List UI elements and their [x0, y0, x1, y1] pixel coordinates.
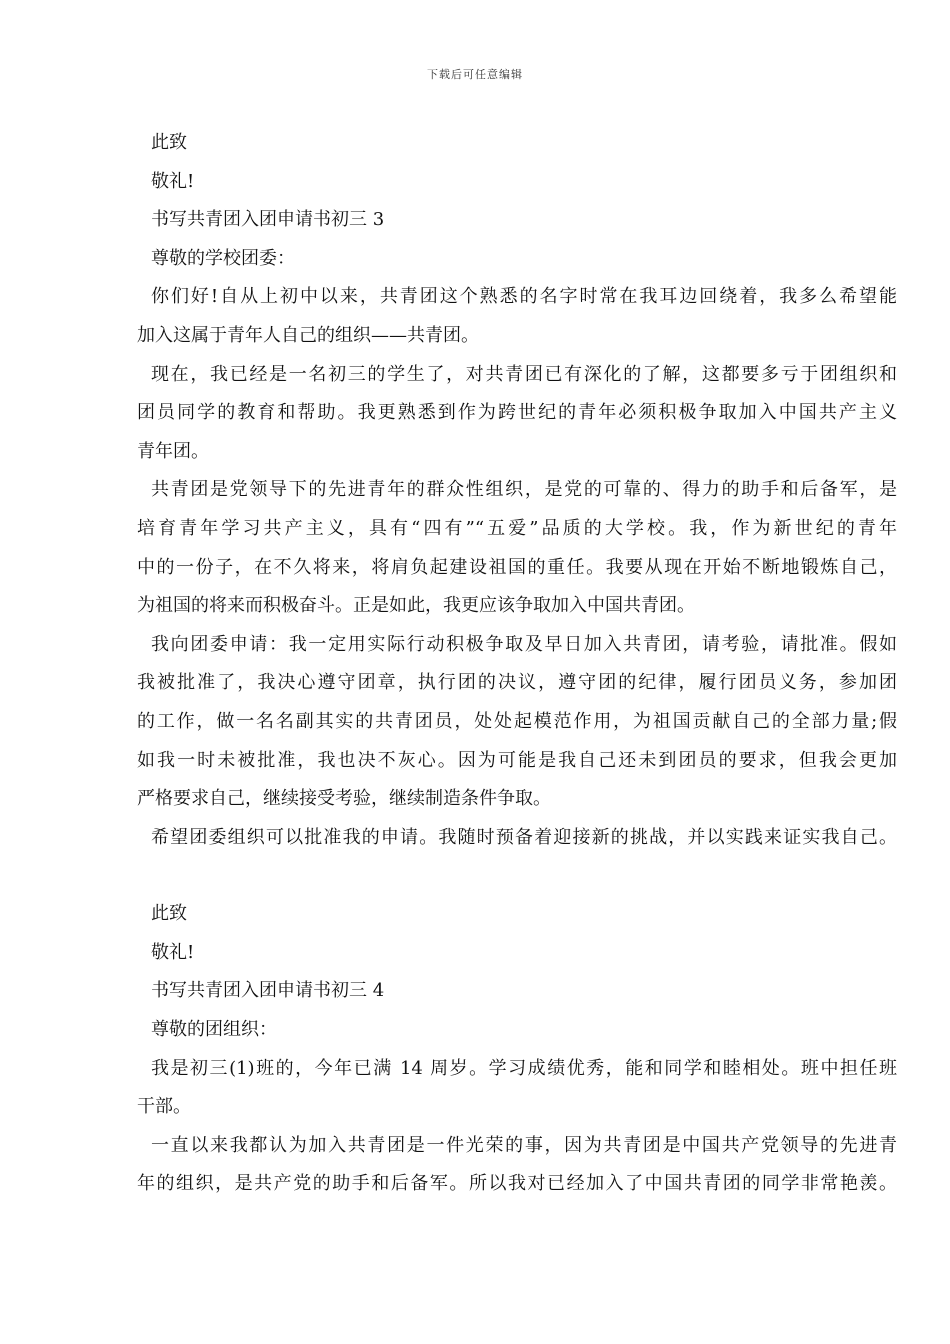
paragraph-line: 共青团是党领导下的先进青年的群众性组织，是党的可靠的、得力的助手和后备军，是 — [151, 479, 897, 501]
section-title: 书写共青团入团申请书初三 4 — [151, 980, 385, 1002]
paragraph-line: 的工作，做一名名副其实的共青团员，处处起模范作用，为祖国贡献自己的全部力量;假 — [137, 710, 897, 732]
paragraph-line: 干部。 — [137, 1096, 191, 1118]
paragraph-line: 如我一时未被批准，我也决不灰心。因为可能是我自己还未到团员的要求，但我会更加 — [137, 749, 897, 771]
section-title: 书写共青团入团申请书初三 3 — [151, 209, 385, 231]
page-header: 下载后可任意编辑 — [427, 68, 523, 81]
paragraph-line: 培育青年学习共产主义，具有“四有”“五爱”品质的大学校。我，作为新世纪的青年 — [137, 517, 897, 539]
salute-line: 敬礼! — [151, 941, 195, 963]
paragraph-line: 严格要求自己，继续接受考验，继续制造条件争取。 — [137, 788, 551, 810]
section-spacer — [137, 857, 897, 895]
paragraph-line: 希望团委组织可以批准我的申请。我随时预备着迎接新的挑战，并以实践来证实我自己。 — [151, 826, 897, 848]
paragraph-line: 加入这属于青年人自己的组织——共青团。 — [137, 324, 479, 346]
greeting-line: 尊敬的团组织： — [151, 1019, 277, 1041]
salute-line: 敬礼! — [151, 170, 195, 192]
paragraph-line: 我是初三(1)班的，今年已满 14 周岁。学习成绩优秀，能和同学和睦相处。班中担任班 — [151, 1057, 897, 1079]
document-body — [137, 124, 897, 1204]
paragraph-line: 青年团。 — [137, 440, 209, 462]
paragraph-line: 我被批准了，我决心遵守团章，执行团的决议，遵守团的纪律，履行团员义务，参加团 — [137, 672, 897, 694]
paragraph-line: 团员同学的教育和帮助。我更熟悉到作为跨世纪的青年必须积极争取加入中国共产主义 — [137, 402, 897, 424]
paragraph-line: 你们好!自从上初中以来，共青团这个熟悉的名字时常在我耳边回绕着，我多么希望能 — [151, 286, 897, 308]
closing-line: 此致 — [151, 903, 187, 925]
paragraph-line: 我向团委申请：我一定用实际行动积极争取及早日加入共青团，请考验，请批准。假如 — [151, 633, 897, 655]
paragraph-line: 为祖国的将来而积极奋斗。正是如此，我更应该争取加入中国共青团。 — [137, 595, 695, 617]
paragraph-line: 中的一份子，在不久将来，将肩负起建设祖国的重任。我要从现在开始不断地锻炼自己， — [137, 556, 897, 578]
paragraph-line: 一直以来我都认为加入共青团是一件光荣的事，因为共青团是中国共产党领导的先进青 — [151, 1134, 897, 1156]
closing-line: 此致 — [151, 132, 187, 153]
paragraph-line: 现在，我已经是一名初三的学生了，对共青团已有深化的了解，这都要多亏于团组织和 — [151, 363, 897, 385]
paragraph-line: 年的组织，是共产党的助手和后备军。所以我对已经加入了中国共青团的同学非常艳羡。 — [137, 1173, 897, 1195]
greeting-line: 尊敬的学校团委： — [151, 247, 295, 269]
